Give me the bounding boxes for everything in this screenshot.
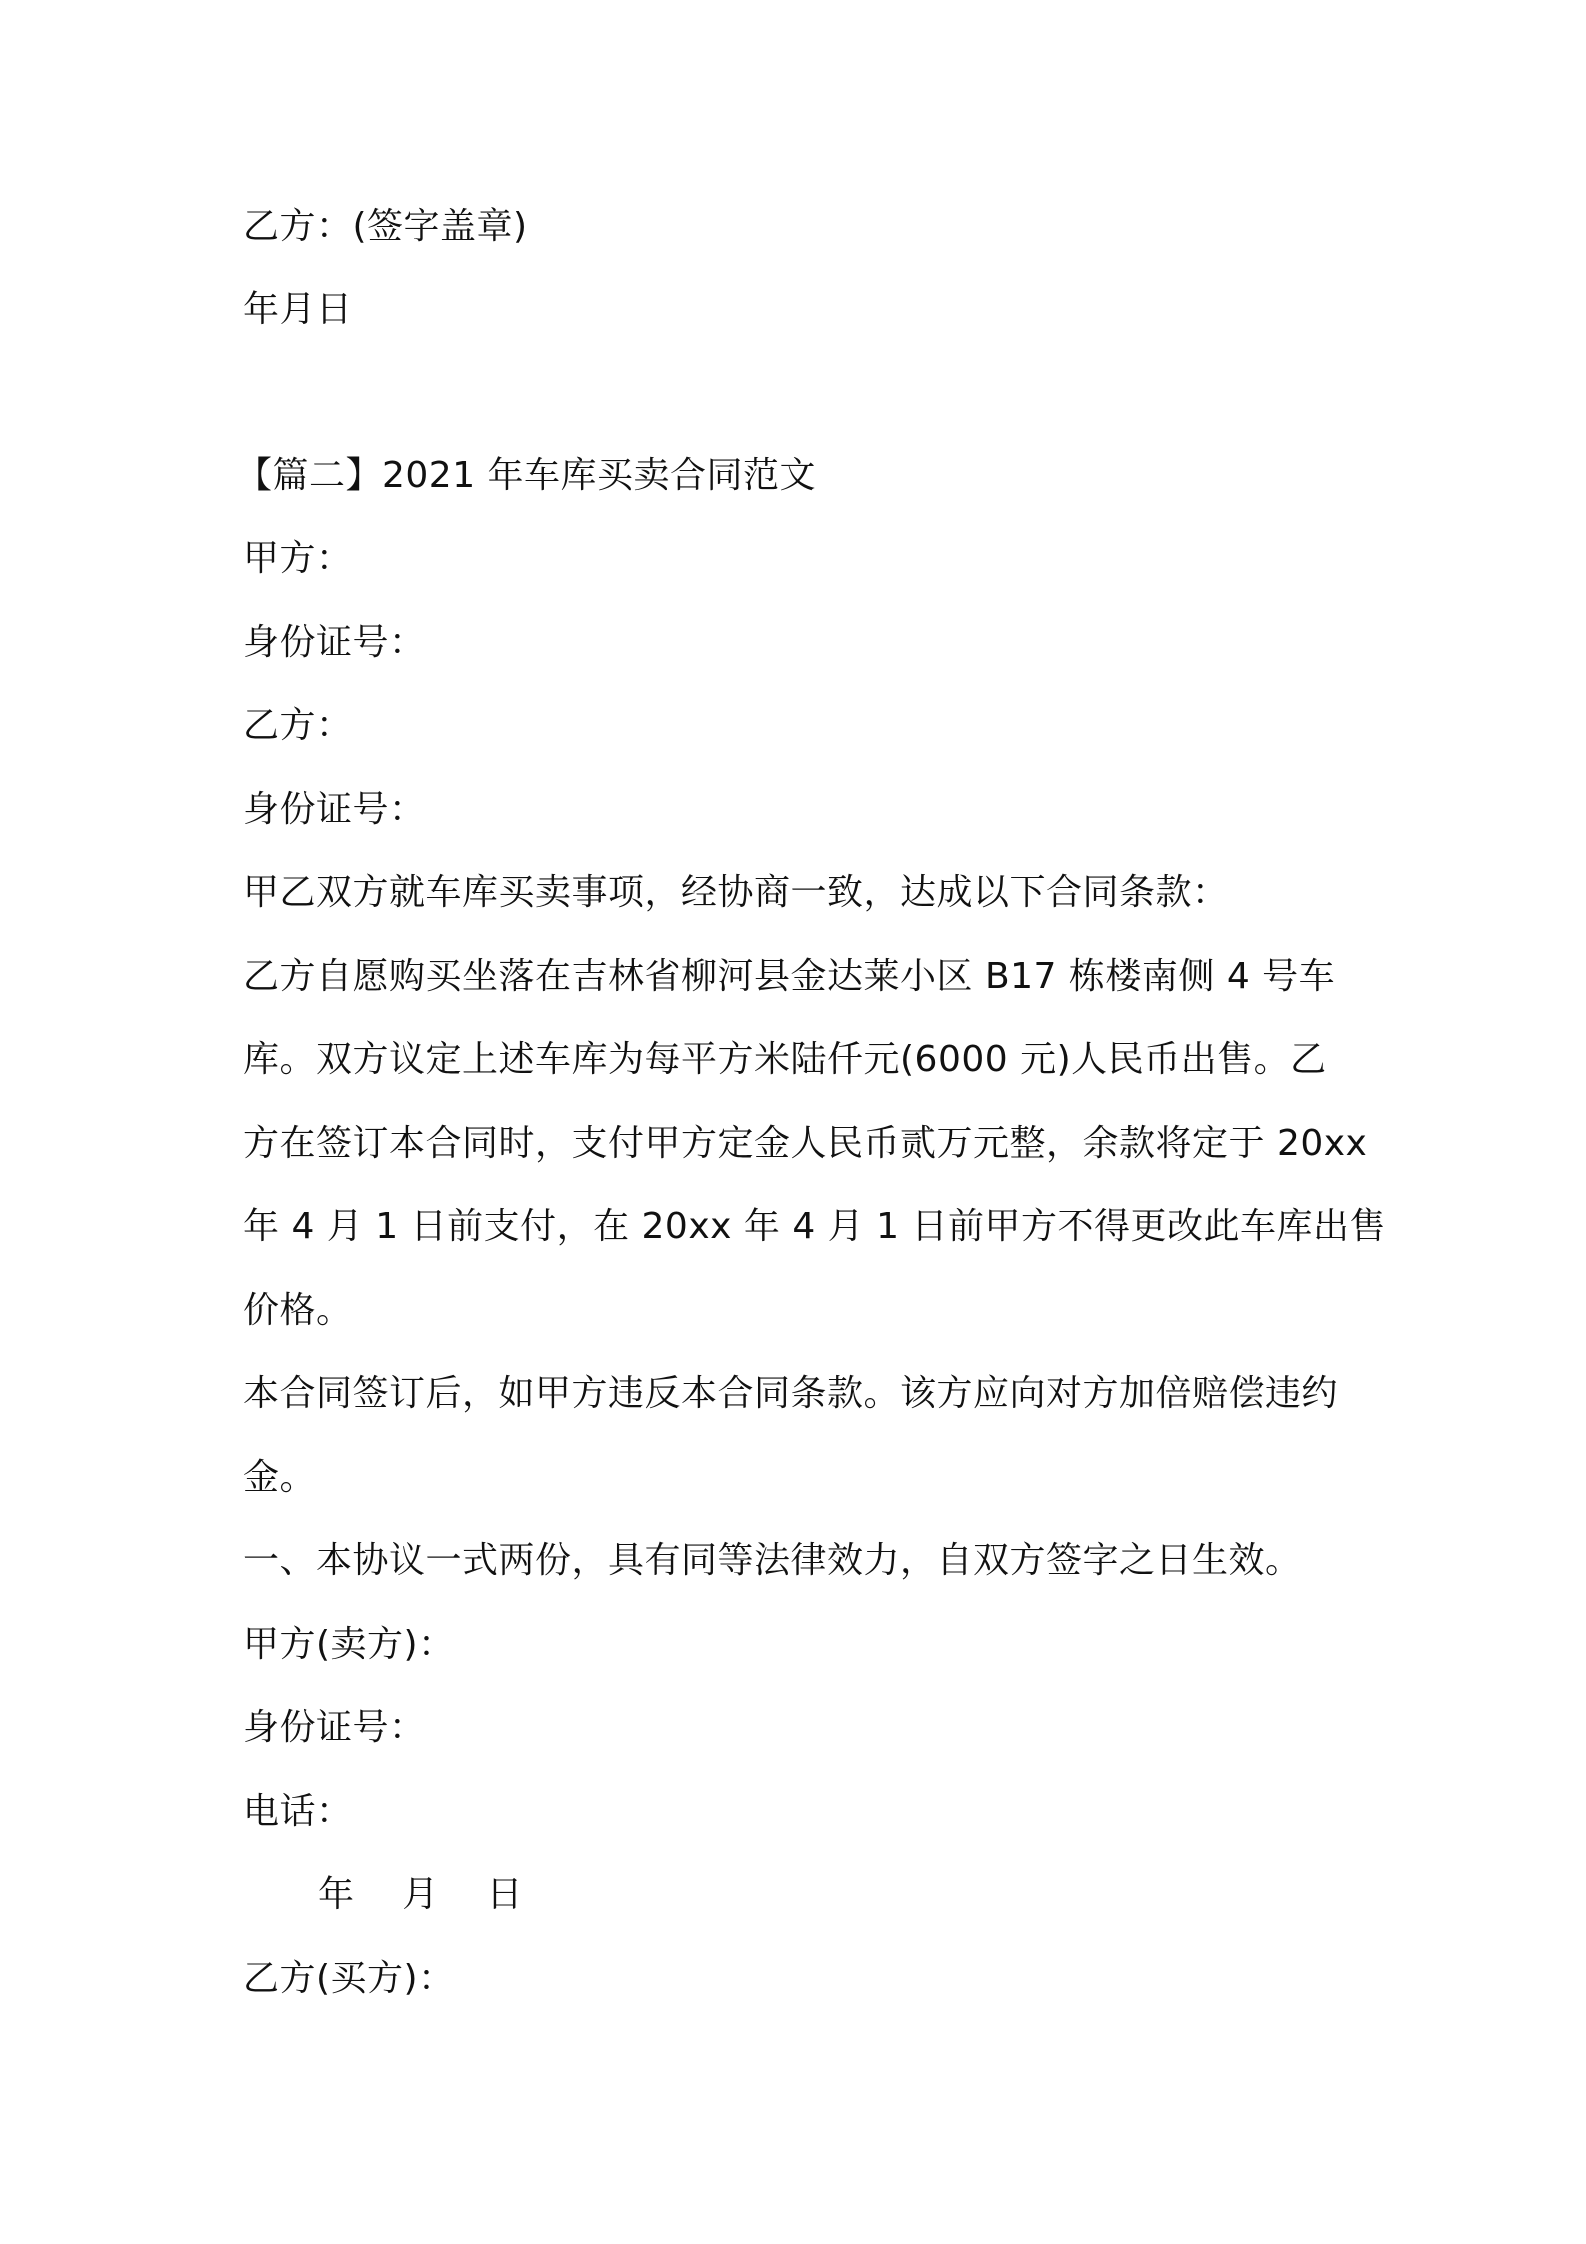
clause-1-line-4: 年 4 月 1 日前支付，在 20xx 年 4 月 1 日前甲方不得更改此车库出售	[243, 1206, 1386, 1247]
clause-1-line-1: 乙方自愿购买坐落在吉林省柳河县金达莱小区 B17 栋楼南侧 4 号车	[243, 956, 1336, 997]
seller-line: 甲方(卖方)：	[243, 1624, 455, 1665]
contract-intro: 甲乙双方就车库买卖事项，经协商一致，达成以下合同条款：	[243, 872, 1229, 913]
clause-3-line: 一、本协议一式两份，具有同等法律效力，自双方签字之日生效。	[243, 1540, 1302, 1581]
section-title: 【篇二】2021 年车库买卖合同范文	[236, 455, 817, 496]
party-b-line: 乙方：	[243, 705, 353, 746]
buyer-line: 乙方(买方)：	[243, 1958, 455, 1999]
bottom-date-line: 年 月 日	[318, 1874, 524, 1915]
clause-1-line-3: 方在签订本合同时，支付甲方定金人民币贰万元整，余款将定于 20xx	[243, 1123, 1368, 1164]
phone-line: 电话：	[243, 1791, 353, 1832]
party-b-id-line: 身份证号：	[243, 789, 426, 830]
party-b-signature-line: 乙方：(签字盖章)	[243, 206, 528, 247]
party-a-line: 甲方：	[243, 538, 353, 579]
party-a-id-line: 身份证号：	[243, 622, 426, 663]
clause-2-line-2: 金。	[243, 1457, 317, 1498]
clause-2-line-1: 本合同签订后，如甲方违反本合同条款。该方应向对方加倍赔偿违约	[243, 1373, 1339, 1414]
clause-1-line-5: 价格。	[243, 1290, 353, 1331]
seller-id-line: 身份证号：	[243, 1707, 426, 1748]
signature-date-line: 年月日	[243, 289, 353, 330]
clause-1-line-2: 库。双方议定上述车库为每平方米陆仟元(6000 元)人民币出售。乙	[243, 1039, 1327, 1080]
